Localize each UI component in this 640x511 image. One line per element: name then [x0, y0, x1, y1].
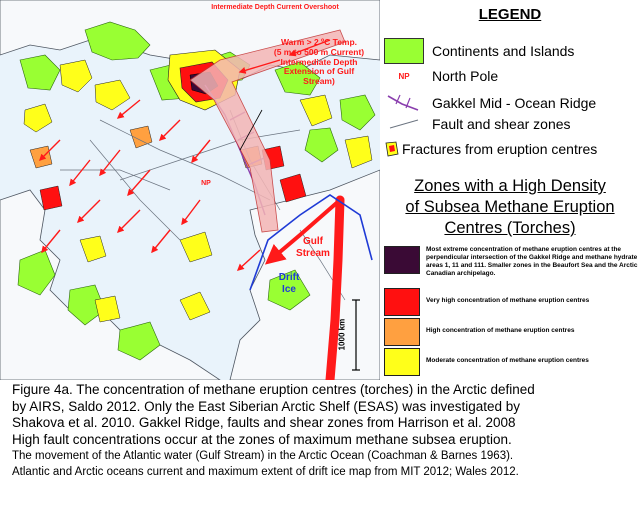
- zones-title-line-1: Zones with a High Density: [414, 177, 606, 195]
- warm-line-1: Warm > 2 ºC Temp.: [280, 37, 358, 47]
- zone-label-extreme: Most extreme concentration of methane eruption centres at the perpendicular intersection of the Gakkel Ridge and methane hydrate areas 1, 11 and 111. Smaller zones in the Beaufort Sea and the Arctic Canadian archipelago.: [426, 246, 638, 277]
- label-current-overshoot: Intermediate Depth Current Overshoot: [211, 4, 339, 11]
- np-marker-icon: NP: [398, 71, 410, 81]
- zone-label-very-high: Very high concentration of methane eruption centres: [426, 297, 590, 304]
- legend-item-gakkel: [384, 92, 596, 114]
- zone-label-high: High concentration of methane eruption centres: [426, 327, 575, 334]
- caption-line-6: Atlantic and Arctic oceans current and maximum extent of drift ice map from MIT 2012; Wales 2012.: [12, 466, 519, 478]
- caption-line-5: The movement of the Atlantic water (Gulf Stream) in the Arctic Ocean (Coachman & Barnes 1963).: [12, 450, 514, 462]
- label-warm-current: [258, 38, 380, 87]
- drift-line-1: Drift: [278, 272, 300, 283]
- legend-label-gakkel: Gakkel Mid - Ocean Ridge: [432, 95, 597, 111]
- zone-swatch-very-high: [384, 288, 420, 316]
- zone-item-extreme: [384, 246, 638, 278]
- drift-line-2: Ice: [282, 283, 296, 295]
- arctic-methane-map: [0, 0, 380, 380]
- zone-swatch-high: [384, 318, 420, 346]
- map-np-marker: NP: [201, 180, 211, 187]
- legend-label-faults: Fault and shear zones: [432, 116, 571, 132]
- legend-item-continents: [384, 38, 574, 64]
- zone-label-moderate: Moderate concentration of methane eruption centres: [426, 357, 589, 364]
- warm-line-2: (5 m to 500 m Current): [273, 46, 365, 57]
- gulf-line-2: Stream: [296, 247, 330, 259]
- label-drift-ice: [272, 272, 306, 295]
- zones-title-line-2: of Subsea Methane Eruption: [405, 198, 615, 216]
- legend-label-continents: Continents and Islands: [432, 43, 575, 59]
- legend-item-north-pole: [384, 68, 498, 84]
- warm-line-3: Intermediate Depth: [280, 56, 358, 67]
- scale-label: 1000 km: [337, 318, 347, 351]
- legend-label-fractures: Fractures from eruption centres: [402, 141, 598, 157]
- warm-line-5: Stream): [303, 76, 335, 87]
- green-swatch: [384, 38, 424, 64]
- gulf-line-1: Gulf: [303, 236, 323, 247]
- figure-caption: [12, 382, 632, 480]
- legend-panel: [380, 0, 640, 380]
- fault-icon: [384, 116, 424, 132]
- zone-item-very-high: [384, 288, 638, 316]
- legend-item-faults: [384, 116, 571, 132]
- zone-swatch-moderate: [384, 348, 420, 376]
- legend-title: LEGEND: [478, 6, 542, 23]
- zone-item-moderate: [384, 348, 638, 376]
- legend-label-north-pole: North Pole: [432, 68, 499, 84]
- zones-title-line-3: Centres (Torches): [444, 219, 576, 237]
- fracture-icon: [384, 140, 400, 158]
- zone-swatch-extreme: [384, 246, 420, 274]
- label-gulf-stream: [288, 236, 338, 259]
- ridge-icon: [384, 92, 424, 114]
- caption-line-2: by AIRS, Saldo 2012. Only the East Siberian Arctic Shelf (ESAS) was investigated by: [12, 398, 521, 414]
- caption-line-1: Figure 4a. The concentration of methane eruption centres (torches) in the Arctic defined: [12, 382, 535, 397]
- caption-line-3: Shakova et al. 2010. Gakkel Ridge, faults and shear zones from Harrison et al. 2008: [12, 415, 516, 430]
- warm-line-4: Extension of Gulf: [283, 66, 355, 77]
- caption-line-4: High fault concentrations occur at the zones of maximum methane subsea eruption.: [12, 431, 512, 447]
- legend-item-fractures: [384, 140, 597, 158]
- zones-title: [380, 176, 640, 239]
- zone-item-high: [384, 318, 638, 346]
